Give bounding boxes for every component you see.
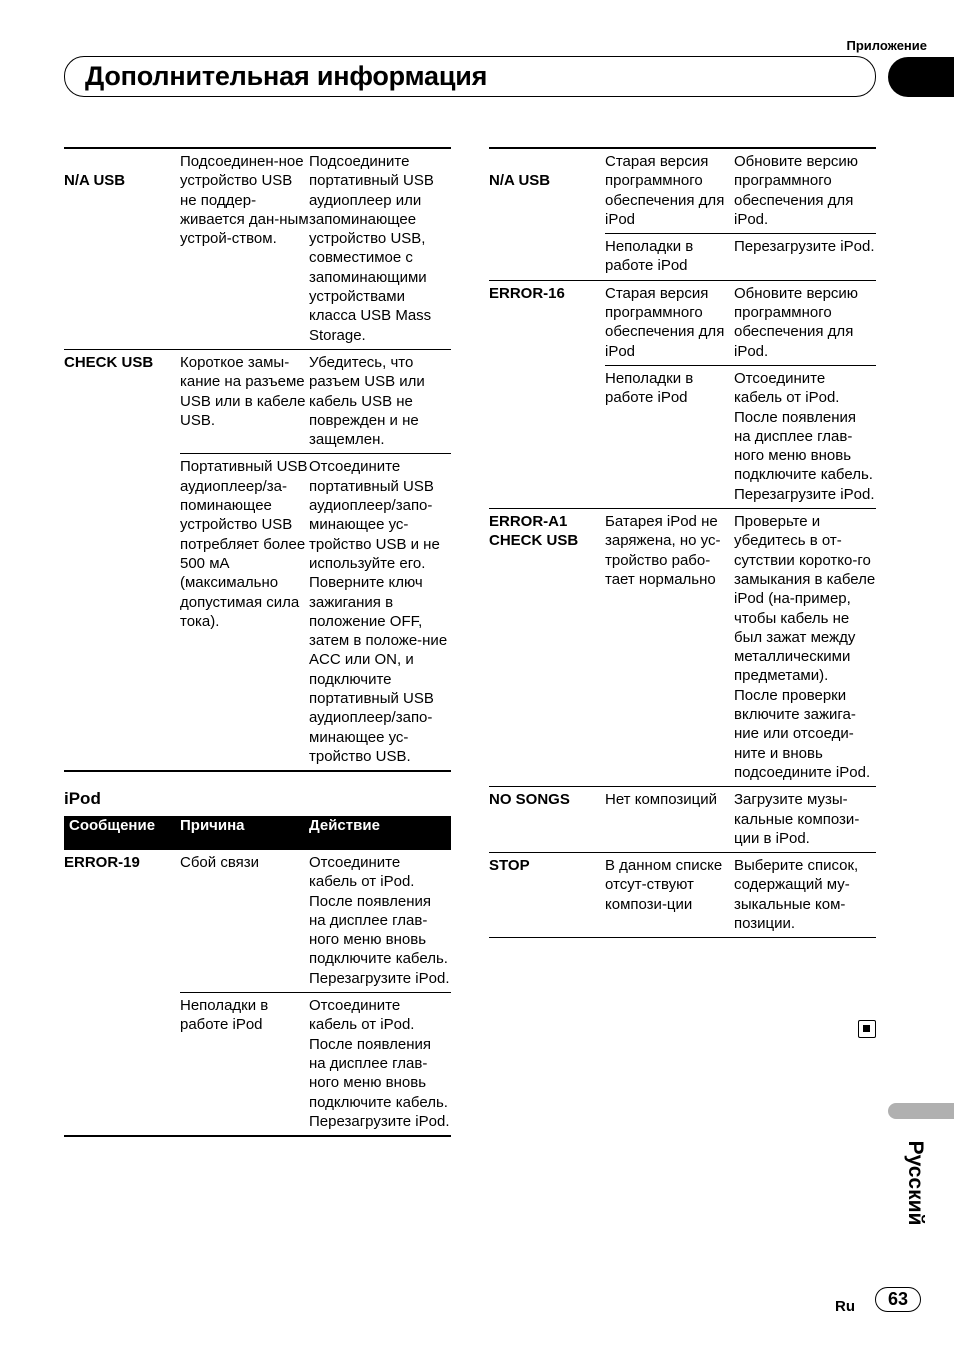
page-title-box: [64, 56, 876, 97]
cause-cell: Неполадки в работе iPod: [180, 997, 269, 1034]
cause-cell: Портативный USB аудиоплеер/за-поминающее устройство USB потребляет более 500 мА (максимально допустимая сила тока).: [180, 458, 308, 630]
cause-cell: Нет композиций: [605, 791, 718, 809]
cause-cell: Короткое замы-кание на разъеме USB или в кабеле USB.: [180, 349, 309, 453]
action-cell: Выберите список, содержащий му-зыкальные ком-позиции.: [734, 857, 859, 932]
ipod-error-table-continued: [489, 147, 876, 938]
message-cell: N/A USB: [489, 172, 551, 189]
table-row: [64, 148, 451, 349]
cause-cell: Неполадки в работе iPod: [605, 369, 694, 407]
table-row: [64, 454, 451, 771]
cause-cell: Батарея iPod не заряжена, но ус-тройство рабо-тает нормально: [605, 513, 721, 588]
page-title: Дополнительная информация: [85, 61, 488, 91]
chapter-tab: [888, 57, 954, 97]
column-header-action: Действие: [309, 816, 451, 850]
cause-cell: Сбой связи: [180, 850, 309, 993]
table-row: [489, 148, 876, 234]
table-row: [489, 280, 876, 365]
message-cell: [489, 234, 605, 281]
message-cell: STOP: [489, 857, 530, 875]
message-cell: [64, 454, 180, 771]
table-row: [489, 787, 876, 853]
cause-cell: Старая версия программного обеспечения для iPod: [605, 148, 734, 234]
action-cell: Загрузите музы-кальные компози-ции в iPod.: [734, 791, 860, 847]
message-cell: CHECK USB: [64, 353, 154, 371]
cause-cell: Старая версия программного обеспечения для iPod: [605, 280, 734, 365]
action-cell: Перезагрузите iPod.: [734, 238, 875, 256]
language-tab: [888, 1103, 954, 1119]
end-of-section-icon: [858, 1020, 876, 1038]
section-label: Приложение: [846, 38, 927, 53]
action-cell: Отсоедините портативный USB аудиоплеер/запо-минающее ус-тройство USB и не используйте его. Поверните ключ зажигания в положение OFF, затем в положе-ние ACC или ON, и подключите портативный USB аудиоплеер/запо-минающее ус-тройство USB.: [309, 458, 448, 765]
message-cell: NO SONGS: [489, 791, 570, 809]
language-code: Ru: [835, 1298, 855, 1315]
table-row: [489, 365, 876, 508]
action-cell: Проверьте и убедитесь в от-сутствии коротко-го замыкания в кабеле iPod (на-пример, чтобы кабель не был зажат между металлическими предметами). После проверки включите зажига-ние или отсоеди-ните и вновь подсоедините iPod.: [734, 513, 876, 781]
language-label: Русский: [904, 1140, 927, 1226]
column-header-cause: Причина: [180, 816, 309, 850]
table-row: [489, 853, 876, 938]
message-cell: ERROR-16: [489, 284, 565, 302]
message-cell: [64, 993, 180, 1137]
table-row: [489, 234, 876, 281]
table-row: [64, 850, 451, 993]
message-cell: [489, 365, 605, 508]
action-cell: Подсоедините портативный USB аудиоплеер или запоминающее устройство USB, совместимое с запоминающими устройствами класса USB Mass Storage.: [309, 153, 434, 344]
message-cell: N/A USB: [64, 172, 126, 189]
action-cell: Убедитесь, что разъем USB или кабель USB не поврежден и не защемлен.: [309, 349, 451, 453]
action-cell: Отсоедините кабель от iPod. После появления на дисплее глав-ного меню вновь подключите кабель. Перезагрузите iPod.: [734, 369, 875, 503]
table-row: [64, 993, 451, 1137]
table-row: [64, 349, 451, 453]
action-cell: Обновите версию программного обеспечения для iPod.: [734, 148, 876, 234]
table-header-row: [64, 816, 451, 850]
cause-cell: Неполадки в работе iPod: [605, 238, 694, 275]
cause-cell: В данном списке отсут-ствуют компози-ции: [605, 857, 723, 913]
action-cell: Отсоедините кабель от iPod. После появления на дисплее глав-ного меню вновь подключите кабель. Перезагрузите iPod.: [309, 850, 451, 993]
ipod-section-heading: iPod: [64, 789, 101, 808]
column-header-message: Сообщение: [64, 816, 180, 850]
message-cell: ERROR-A1 CHECK USB: [489, 513, 579, 550]
page-number: 63: [875, 1287, 921, 1312]
usb-error-table: [64, 147, 451, 772]
table-row: [489, 509, 876, 787]
message-cell: ERROR-19: [64, 854, 140, 871]
action-cell: Обновите версию программного обеспечения для iPod.: [734, 280, 876, 365]
ipod-error-table: [64, 816, 451, 1137]
cause-cell: Подсоединен-ное устройство USB не поддер-живается дан-ным устрой-ством.: [180, 153, 309, 248]
action-cell: Отсоедините кабель от iPod. После появления на дисплее глав-ного меню вновь подключите кабель. Перезагрузите iPod.: [309, 997, 450, 1130]
